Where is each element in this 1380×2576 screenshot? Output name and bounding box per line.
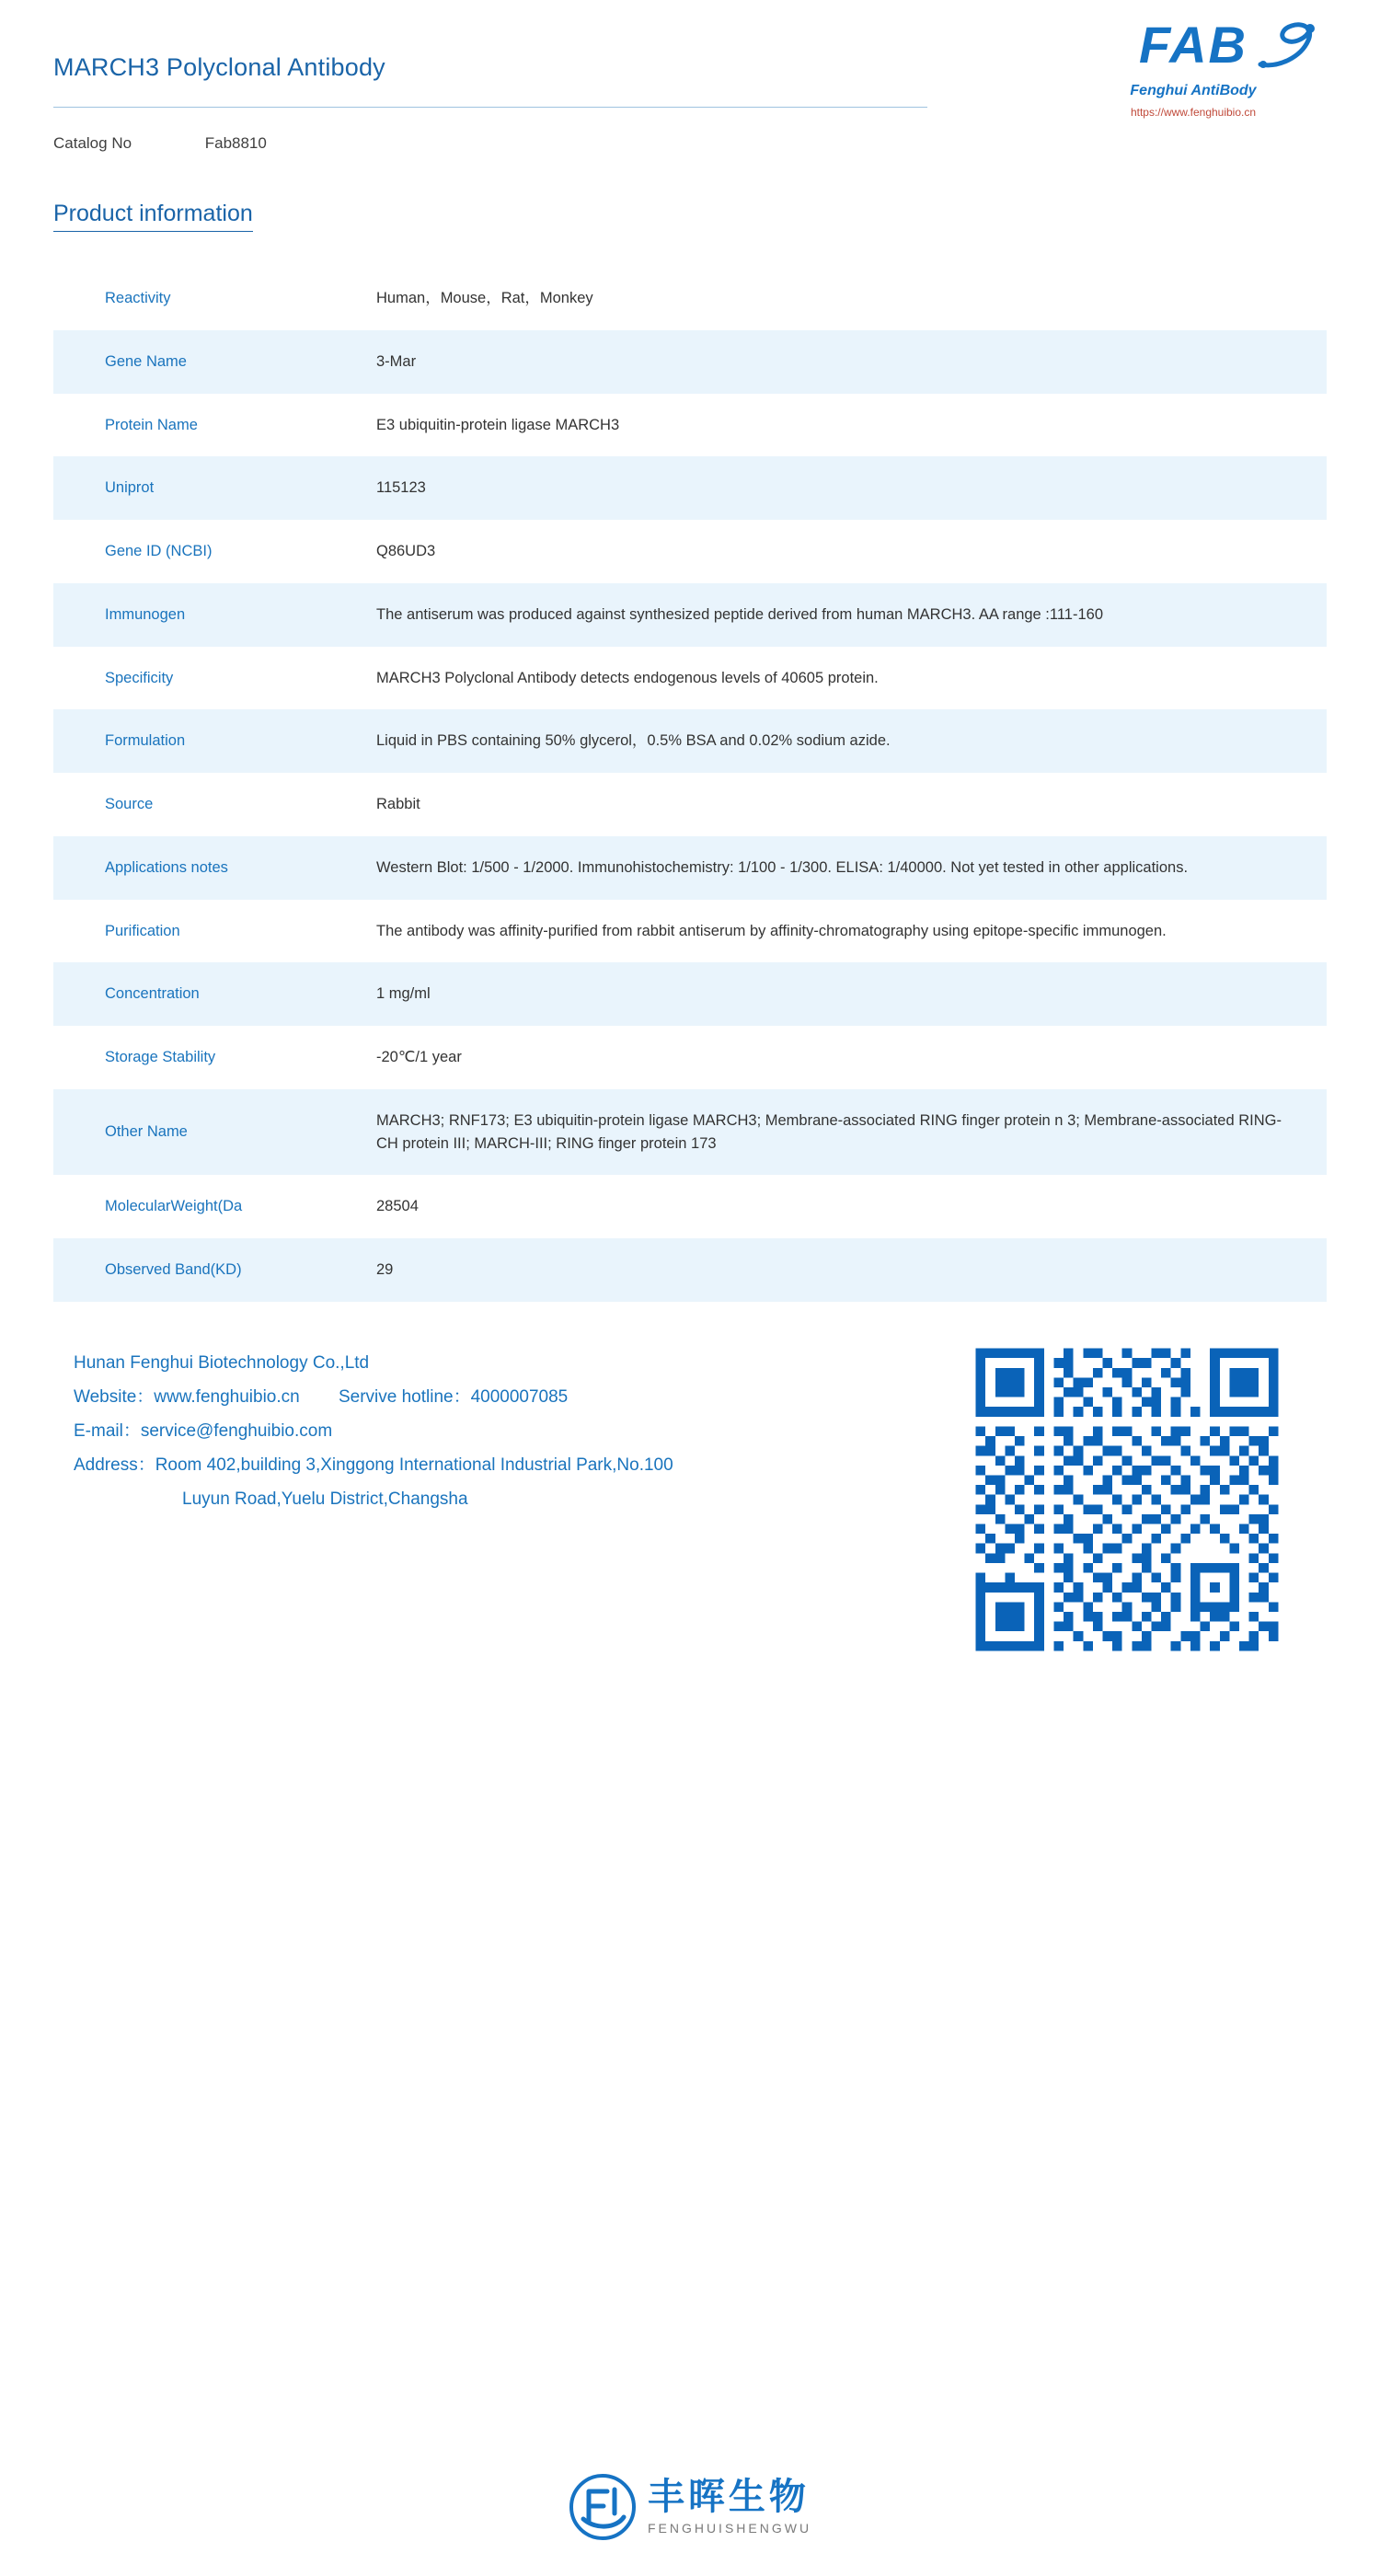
row-key: Purification bbox=[105, 922, 180, 939]
section-title: Product information bbox=[53, 201, 253, 232]
table-row bbox=[53, 330, 1327, 394]
brand-name-en: FENGHUISHENGWU bbox=[647, 2521, 812, 2536]
fab-logo-wrap bbox=[1060, 17, 1327, 88]
document-header bbox=[53, 0, 1327, 129]
table-row bbox=[53, 836, 1327, 900]
row-value: Human，Mouse，Rat，Monkey bbox=[376, 290, 593, 306]
row-value: 115123 bbox=[376, 479, 426, 497]
row-value: MARCH3; RNF173; E3 ubiquitin-protein ligase MARCH3; Membrane-associated RING finger protein n 3; Membrane-associated RING-CH protein III; MARCH-III; RING finger protein 173 bbox=[376, 1111, 1282, 1152]
row-value: The antiserum was produced against synthesized peptide derived from human MARCH3. AA range :111-160 bbox=[376, 605, 1103, 623]
table-row bbox=[53, 773, 1327, 836]
row-key: Specificity bbox=[105, 669, 174, 686]
row-key: Immunogen bbox=[105, 605, 186, 623]
footer-contact-block bbox=[74, 1346, 994, 1516]
title-divider bbox=[53, 107, 927, 108]
row-key: Source bbox=[105, 796, 154, 812]
row-value: 1 mg/ml bbox=[376, 985, 431, 1003]
catalog-label: Catalog No bbox=[53, 134, 132, 152]
row-key: Protein Name bbox=[105, 416, 198, 433]
footer-address-line-2: Luyun Road,Yuelu District,Changsha bbox=[182, 1489, 468, 1509]
footer-website-line: Website：www.fenghuibio.cn Servive hotline：4000007085 bbox=[74, 1386, 569, 1407]
catalog-value: Fab8810 bbox=[204, 134, 267, 152]
row-value: 3-Mar bbox=[376, 352, 417, 370]
row-key: Applications notes bbox=[105, 858, 228, 876]
table-body bbox=[53, 267, 1327, 1302]
row-value: Western Blot: 1/500 - 1/2000. Immunohistochemistry: 1/100 - 1/300. ELISA: 1/40000. Not yet tested in other applications. bbox=[376, 858, 1189, 876]
row-value: E3 ubiquitin-protein ligase MARCH3 bbox=[376, 416, 620, 433]
table-row bbox=[53, 962, 1327, 1026]
row-value: Liquid in PBS containing 50% glycerol，0.5% BSA and 0.02% sodium azide. bbox=[376, 732, 891, 750]
table-row bbox=[53, 394, 1327, 457]
brand-logo bbox=[1060, 17, 1327, 119]
header-website-url: https://www.fenghuibio.cn bbox=[1130, 106, 1257, 119]
table-row bbox=[53, 1175, 1327, 1238]
row-value: Rabbit bbox=[376, 796, 420, 812]
table-row bbox=[53, 709, 1327, 773]
qr-code-icon bbox=[966, 1339, 1288, 1661]
catalog-row bbox=[53, 134, 1327, 153]
brand-name-cn: 丰晖生物 bbox=[647, 2476, 810, 2518]
fab-logo-text: FAB bbox=[1139, 16, 1248, 74]
footer-address-line-1: Address：Room 402,building 3,Xinggong International Industrial Park,No.100 bbox=[74, 1455, 673, 1475]
row-value: -20℃/1 year bbox=[376, 1049, 462, 1065]
row-key: Formulation bbox=[105, 732, 186, 750]
footer-email-line: E-mail：service@fenghuibio.com bbox=[74, 1420, 333, 1441]
row-key: Uniprot bbox=[105, 479, 155, 497]
table-row bbox=[53, 647, 1327, 710]
table-row bbox=[53, 1026, 1327, 1089]
row-key: Other Name bbox=[105, 1123, 188, 1141]
document-footer bbox=[53, 1339, 1327, 1642]
fenghui-logo-icon bbox=[569, 2473, 637, 2541]
brand-text-block bbox=[648, 2478, 811, 2536]
row-value: 29 bbox=[376, 1261, 394, 1278]
fab-logo-subtitle: Fenghui AntiBody bbox=[1130, 83, 1257, 98]
table-row bbox=[53, 1089, 1327, 1176]
table-row bbox=[53, 520, 1327, 583]
product-information-table bbox=[53, 267, 1327, 1302]
table-row bbox=[53, 267, 1327, 330]
row-value: The antibody was affinity-purified from rabbit antiserum by affinity-chromatography using epitope-specific immunogen. bbox=[376, 922, 1167, 939]
row-key: Gene ID (NCBI) bbox=[105, 543, 213, 559]
row-key: Storage Stability bbox=[105, 1049, 216, 1065]
row-value: Q86UD3 bbox=[376, 543, 436, 559]
table-row bbox=[53, 583, 1327, 647]
table-row bbox=[53, 1238, 1327, 1302]
table-row bbox=[53, 900, 1327, 963]
row-key: Reactivity bbox=[105, 290, 171, 306]
row-value: 28504 bbox=[376, 1198, 419, 1215]
footer-company-name: Hunan Fenghui Biotechnology Co.,Ltd bbox=[74, 1352, 370, 1373]
footer-brand bbox=[0, 2473, 1380, 2541]
row-key: Concentration bbox=[105, 985, 200, 1003]
row-key: Gene Name bbox=[105, 352, 187, 370]
row-value: MARCH3 Polyclonal Antibody detects endogenous levels of 40605 protein. bbox=[376, 669, 879, 686]
row-key: MolecularWeight(Da bbox=[105, 1198, 243, 1215]
page-title: MARCH3 Polyclonal Antibody bbox=[53, 53, 385, 81]
table-row bbox=[53, 456, 1327, 520]
row-key: Observed Band(KD) bbox=[105, 1261, 242, 1278]
